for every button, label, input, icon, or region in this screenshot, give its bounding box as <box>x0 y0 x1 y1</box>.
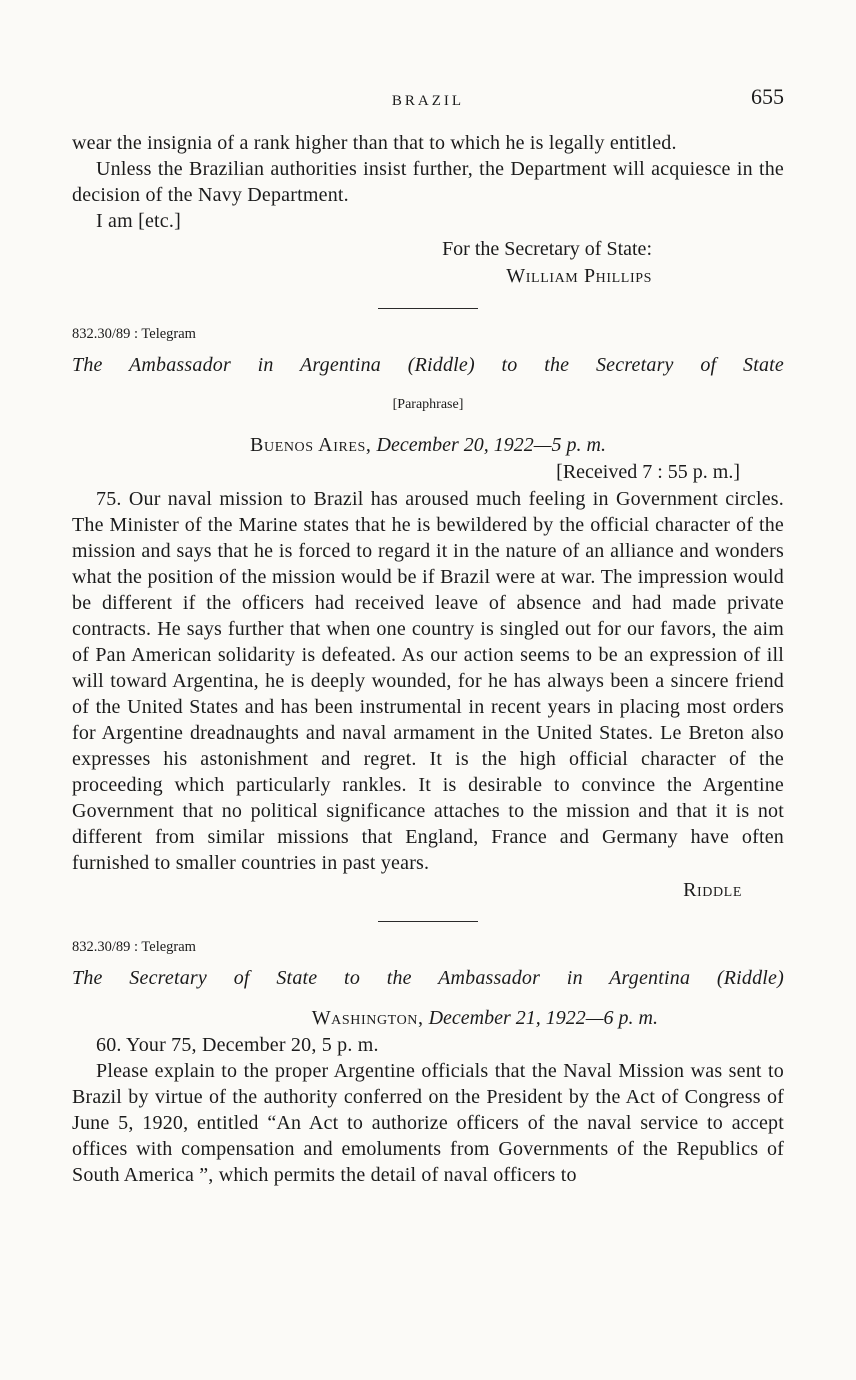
file-reference: 832.30/89 : Telegram <box>72 939 196 955</box>
closing-line: I am [etc.] <box>96 210 181 232</box>
dateline-date: December 21, 1922—6 p. m. <box>423 1007 658 1029</box>
page-header <box>72 84 784 112</box>
signature-block <box>72 236 652 290</box>
dateline <box>72 432 784 458</box>
received-line: [Received 7 : 55 p. m.] <box>556 461 740 483</box>
running-title: BRAZIL <box>391 93 465 109</box>
paragraph: Unless the Brazilian authorities insist further, the Department will acquiesce in the decision of the Navy Department. <box>72 158 784 206</box>
file-reference: 832.30/89 : Telegram <box>72 326 196 342</box>
document-heading: The Ambassador in Argentina (Riddle) to the Secretary of State <box>72 354 784 376</box>
paraphrase-note: [Paraphrase] <box>392 397 464 412</box>
paragraph: 75. Our naval mission to Brazil has aroused much feeling in Government circles. The Minister of the Marine states that he is bewildered by the official character of the mission and says that he is forced to regard it in the nature of an alliance and wonders what the position of the mission would be if Brazil were at war. The impression would be different if the officers had received leave of absence and had made private contracts. He says further that when one country is singled out for our favors, the aim of Pan American solidarity is defeated. As our action seems to be an expression of ill will toward Argentina, he is deeply wounded, for he has always been a sincere friend of the United States and has been instrumental in recent years in placing most orders for Argentine dreadnaughts and naval armament in the United States. Le Breton also expresses his astonishment and regret. It is the high official character of the proceeding which particularly rankles. It is desirable to convince the Argentine Government that no political significance attaches to the mission and that it is not different from similar missions that England, France and Germany have often furnished to smaller countries in past years. <box>72 488 784 874</box>
document-heading: The Secretary of State to the Ambassador in Argentina (Riddle) <box>72 967 784 989</box>
signature-name: Riddle <box>683 879 742 901</box>
paragraph: wear the insignia of a rank higher than that to which he is legally entitled. <box>72 132 677 154</box>
dateline-place: Washington, <box>311 1007 424 1029</box>
section-divider <box>378 921 478 922</box>
section-divider <box>378 308 478 309</box>
page-number: 655 <box>751 84 784 109</box>
signature-name: William Phillips <box>506 265 652 287</box>
paragraph: Please explain to the proper Argentine officials that the Naval Mission was sent to Brazil by virtue of the authority conferred on the President by the Act of Congress of June 5, 1920, entitled “An Act to authorize officers of the naval service to accept offices with compensation and emoluments from Governments of the Republics of South America ”, which permits the detail of naval officers to <box>72 1060 784 1186</box>
dateline-date: December 20, 1922—5 p. m. <box>371 434 606 456</box>
dateline-place: Buenos Aires, <box>250 434 372 456</box>
dateline <box>72 1005 658 1031</box>
paragraph: 60. Your 75, December 20, 5 p. m. <box>96 1034 379 1056</box>
signature-for-line: For the Secretary of State: <box>442 238 652 260</box>
